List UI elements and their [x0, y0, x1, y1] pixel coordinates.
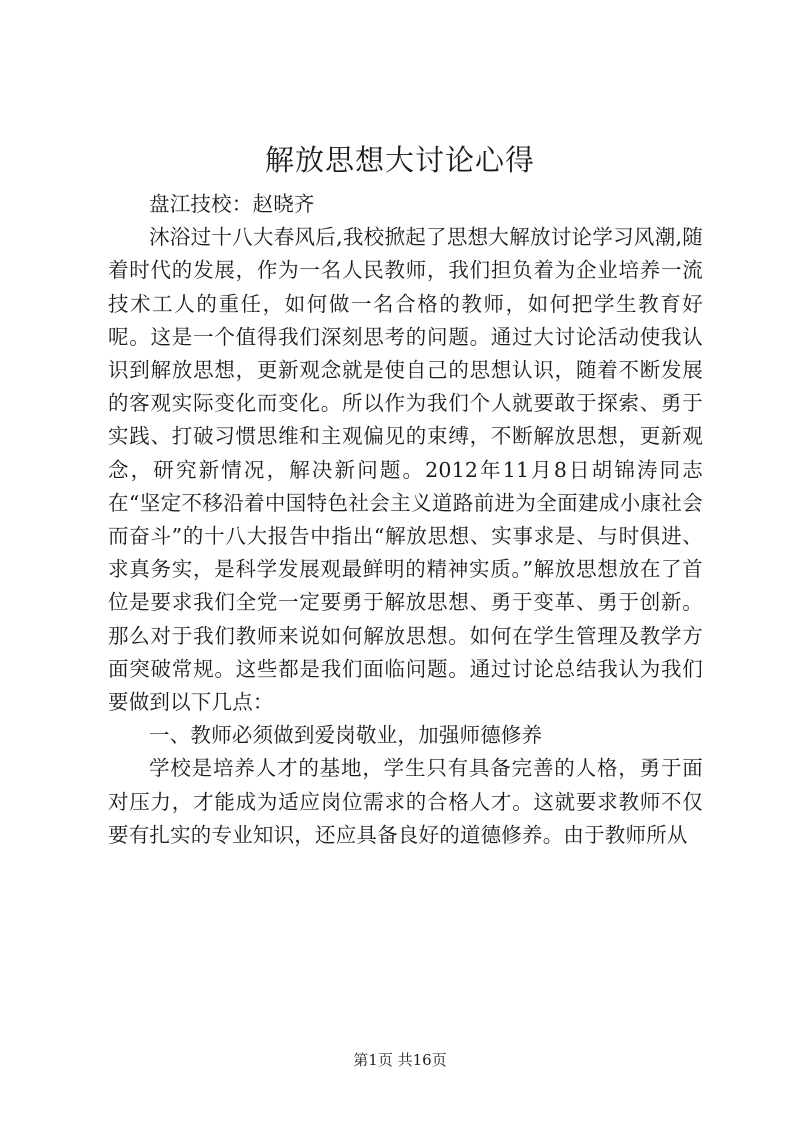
section-heading: 一、教师必须做到爱岗敬业，加强师德修养 — [149, 723, 543, 748]
author-line: 盘江技校：赵晓齐 — [149, 192, 315, 216]
paragraph: 沐浴过十八大春风后,我校掀起了思想大解放讨论学习风潮,随着时代的发展，作为一名人民教师，我们担负着为企业培养一流技术工人的重任，如何做一名合格的教师，如何把学生教育好呢。这是一个值得我们深刻思考的问题。通过大讨论活动使我认识到解放思想，更新观念就是使自己的思想认识，随着不断发展的客观实际变化而变化。所以作为我们个人就要敢于探索、勇于实践、打破习惯思维和主观偏见的束缚，不断解放思想，更新观念，研究新情况，解决新问题。2012年11月8日胡锦涛同志在“坚定不移沿着中国特色社会主义道路前进为全面建成小康社会而奋斗”的十八大报告中指出“解放思想、实事求是、与时俱进、求真务实，是科学发展观最鲜明的精神实质。”解放思想放在了首位是要求我们全党一定要勇于解放思想、勇于变革、勇于创新。那么对于我们教师来说如何解放思想。如何在学生管理及教学方面突破常规。这些都是我们面临问题。通过讨论总结我认为我们要做到以下几点： — [108, 225, 703, 715]
paragraph: 学校是培养人才的基地，学生只有具备完善的人格，勇于面对压力，才能成为适应岗位需求的合格人才。这就要求教师不仅要有扎实的专业知识，还应具备良好的道德修养。由于教师所从 — [108, 756, 703, 847]
page-footer: 第1页 共16页 — [353, 1051, 447, 1069]
document-title: 解放思想大讨论心得 — [264, 143, 535, 177]
document-body — [108, 188, 703, 852]
